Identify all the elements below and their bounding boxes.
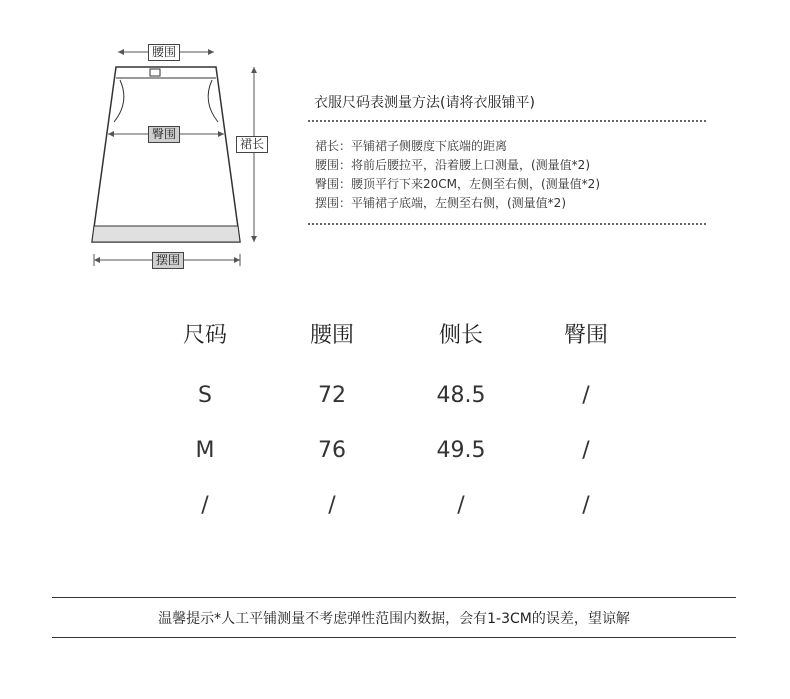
table-cell: M: [195, 438, 215, 463]
table-cell: S: [198, 383, 212, 408]
table-cell: /: [457, 493, 465, 518]
note-rule-bottom: [52, 637, 736, 638]
hem-band: [92, 226, 240, 242]
skirt-drawing: [80, 30, 280, 280]
button: [150, 69, 160, 76]
table-header: 腰围: [309, 323, 354, 348]
method-line-waist: 腰围：将前后腰拉平，沿着腰上口测量，(测量值*2): [315, 158, 590, 172]
method-line-length: 裙长：平铺裙子侧腰度下底端的距离: [315, 139, 508, 153]
table-header: 臀围: [563, 323, 608, 348]
table-header: 侧长: [438, 323, 483, 348]
method-line-hem: 摆围：平铺裙子底端，左侧至右侧，(测量值*2): [315, 196, 566, 210]
table-cell: 48.5: [436, 383, 486, 408]
note-rule-top: [52, 597, 736, 598]
note-text: 温馨提示*人工平铺测量不考虑弹性范围内数据，会有1-3CM的误差，望谅解: [158, 611, 630, 627]
hip-label: 臀围: [148, 126, 180, 143]
table-cell: /: [582, 383, 590, 408]
table-cell: /: [582, 438, 590, 463]
method-title: 衣服尺码表测量方法(请将衣服铺平): [314, 95, 535, 111]
dotted-divider-top: [308, 120, 706, 122]
method-line-hip: 臀围：腰顶平行下来20CM，左侧至右侧，(测量值*2): [315, 177, 601, 191]
table-cell: /: [328, 493, 336, 518]
length-label: 裙长: [236, 136, 268, 153]
waist-label: 腰围: [148, 44, 180, 61]
table-cell: 49.5: [436, 438, 486, 463]
table-cell: 72: [318, 383, 346, 408]
table-cell: /: [201, 493, 209, 518]
hem-label: 摆围: [152, 252, 184, 269]
skirt-diagram: [80, 30, 280, 280]
skirt-outline: [92, 67, 240, 242]
dotted-divider-bottom: [308, 223, 706, 225]
table-cell: /: [582, 493, 590, 518]
table-cell: 76: [318, 438, 346, 463]
table-header: 尺码: [182, 323, 227, 348]
